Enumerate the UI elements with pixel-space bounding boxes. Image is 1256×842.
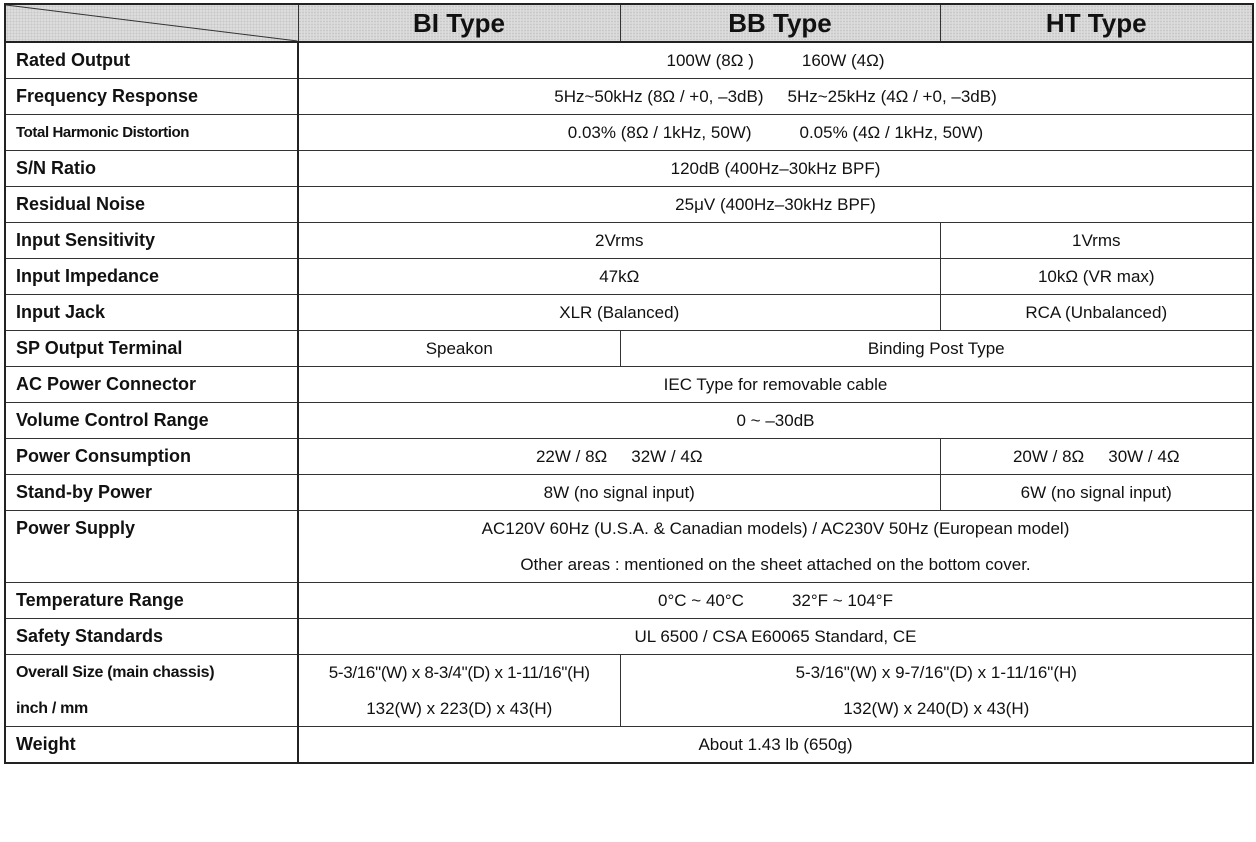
value-bb-ht-mm: 132(W) x 240(D) x 43(H) [620,691,1253,727]
row-value [298,115,1253,151]
row-label: Safety Standards [5,619,298,655]
row-label: Power Supply [5,511,298,583]
row-power-consumption [5,439,1253,475]
row-label: Frequency Response [5,79,298,115]
value-bi-mm: 132(W) x 223(D) x 43(H) [298,691,620,727]
row-value: UL 6500 / CSA E60065 Standard, CE [298,619,1253,655]
value-4ohm: 160W (4Ω) [801,50,885,70]
value-bb-ht: Binding Post Type [620,331,1253,367]
row-label-unit: inch / mm [5,691,298,727]
row-label: Input Impedance [5,259,298,295]
row-value [298,42,1253,79]
corner-cell [5,4,298,42]
value-bi-inch: 5-3/16"(W) x 8-3/4"(D) x 1-11/16"(H) [298,655,620,692]
value-bb-ht-inch: 5-3/16"(W) x 9-7/16"(D) x 1-11/16"(H) [620,655,1253,692]
row-standby-power [5,475,1253,511]
value-bi: Speakon [298,331,620,367]
row-overall-size-inch [5,655,1253,692]
row-label: AC Power Connector [5,367,298,403]
value-4ohm: 30W / 4Ω [1108,446,1180,466]
value-8ohm: 22W / 8Ω [535,446,608,466]
header-bi-type: BI Type [298,4,620,42]
spec-sheet [4,3,1252,764]
diagonal-line [6,5,298,41]
row-rated-output [5,42,1253,79]
spec-table [4,3,1254,764]
row-sp-output-terminal [5,331,1253,367]
value-8ohm: 0.03% (8Ω / 1kHz, 50W) [567,122,752,142]
row-volume-control-range [5,403,1253,439]
value-4ohm: 5Hz~25kHz (4Ω / +0, –3dB) [787,86,997,106]
row-input-impedance [5,259,1253,295]
row-label: Weight [5,727,298,764]
row-safety-standards [5,619,1253,655]
row-frequency-response [5,79,1253,115]
row-temperature-range [5,583,1253,619]
value-4ohm: 32W / 4Ω [631,446,703,466]
value-ht: 6W (no signal input) [940,475,1253,511]
row-input-jack [5,295,1253,331]
power-supply-line1: AC120V 60Hz (U.S.A. & Canadian models) / AC230V 50Hz (European model) [298,511,1253,548]
value-bi-bb: XLR (Balanced) [298,295,940,331]
row-value: 0 ~ –30dB [298,403,1253,439]
value-8ohm: 5Hz~50kHz (8Ω / +0, –3dB) [554,86,764,106]
row-label: Input Jack [5,295,298,331]
row-value [298,79,1253,115]
row-label: Rated Output [5,42,298,79]
row-label: S/N Ratio [5,151,298,187]
row-label: Volume Control Range [5,403,298,439]
row-label: Temperature Range [5,583,298,619]
value-4ohm: 0.05% (4Ω / 1kHz, 50W) [799,122,984,142]
value-bi-bb: 47kΩ [298,259,940,295]
row-overall-size-mm [5,691,1253,727]
row-value: About 1.43 lb (650g) [298,727,1253,764]
value-bi-bb: 8W (no signal input) [298,475,940,511]
row-thd [5,115,1253,151]
value-bi-bb [298,439,940,475]
row-input-sensitivity [5,223,1253,259]
row-label: SP Output Terminal [5,331,298,367]
row-ac-power-connector [5,367,1253,403]
value-bi-bb: 2Vrms [298,223,940,259]
value-8ohm: 100W (8Ω ) [666,50,754,70]
row-value: 25μV (400Hz–30kHz BPF) [298,187,1253,223]
row-value: IEC Type for removable cable [298,367,1253,403]
value-ht: RCA (Unbalanced) [940,295,1253,331]
value-ht: 10kΩ (VR max) [940,259,1253,295]
value-8ohm: 20W / 8Ω [1012,446,1085,466]
value-ht: 1Vrms [940,223,1253,259]
header-row [5,4,1253,42]
power-supply-line2: Other areas : mentioned on the sheet attached on the bottom cover. [298,547,1253,583]
row-weight [5,727,1253,764]
value-celsius: 0°C ~ 40°C [658,590,744,610]
row-label: Power Consumption [5,439,298,475]
row-sn-ratio [5,151,1253,187]
row-label: Total Harmonic Distortion [5,115,298,151]
row-label: Stand-by Power [5,475,298,511]
row-residual-noise [5,187,1253,223]
value-ht [940,439,1253,475]
header-ht-type: HT Type [940,4,1253,42]
row-power-supply-line1 [5,511,1253,548]
value-fahrenheit: 32°F ~ 104°F [791,590,893,610]
row-label: Overall Size (main chassis) [5,655,298,692]
row-value [298,583,1253,619]
row-label: Input Sensitivity [5,223,298,259]
row-value: 120dB (400Hz–30kHz BPF) [298,151,1253,187]
header-bb-type: BB Type [620,4,940,42]
row-label: Residual Noise [5,187,298,223]
